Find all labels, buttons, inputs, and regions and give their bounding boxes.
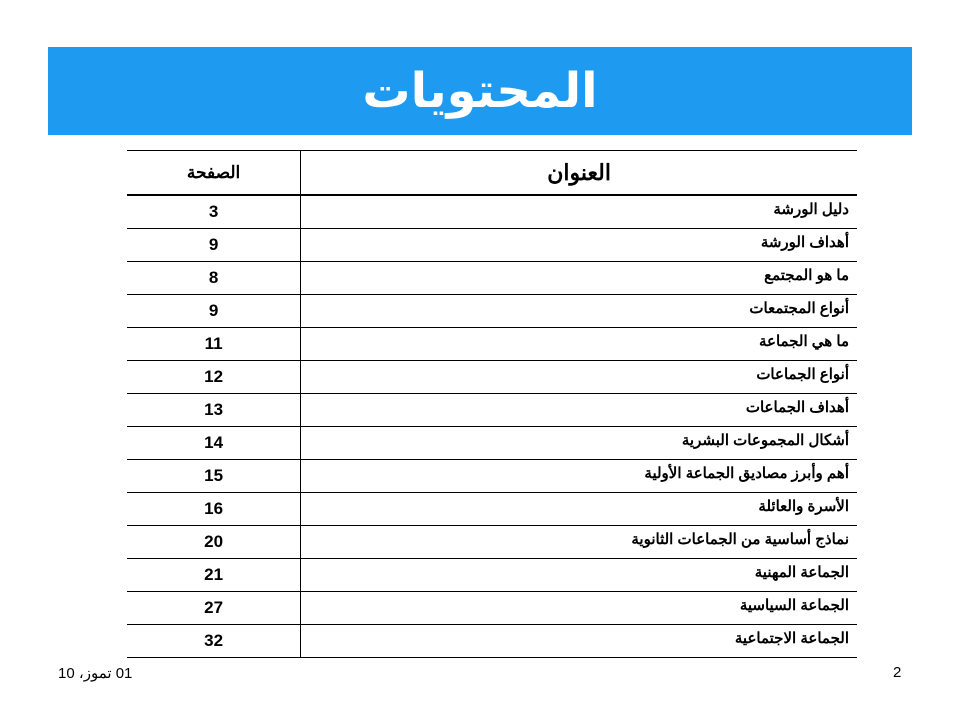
row-page: 11	[127, 328, 301, 361]
row-title: أهم وأبرز مصاديق الجماعة الأولية	[644, 465, 849, 482]
table-row	[127, 361, 857, 394]
row-title: الجماعة المهنية	[754, 564, 849, 581]
row-title: أهداف الورشة	[760, 234, 849, 251]
table-row	[127, 592, 857, 625]
header-title: العنوان	[301, 151, 857, 196]
row-page: 13	[127, 394, 301, 427]
slide-title: المحتويات	[362, 63, 598, 119]
table-header-row	[127, 151, 857, 196]
row-title: الجماعة الاجتماعية	[734, 630, 849, 647]
row-title: الأسرة والعائلة	[758, 498, 849, 515]
row-page: 20	[127, 526, 301, 559]
row-page: 16	[127, 493, 301, 526]
table-row	[127, 427, 857, 460]
title-banner	[48, 47, 912, 135]
table-row	[127, 394, 857, 427]
row-title: دليل الورشة	[773, 201, 849, 218]
table-row	[127, 229, 857, 262]
footer-date: 01 تموز، 10	[58, 665, 133, 682]
table-row	[127, 526, 857, 559]
row-title: أهداف الجماعات	[745, 399, 849, 416]
row-page: 14	[127, 427, 301, 460]
row-title: الجماعة السياسية	[739, 597, 849, 614]
header-page: الصفحة	[127, 151, 301, 196]
slide-number: 2	[893, 664, 902, 681]
row-page: 8	[127, 262, 301, 295]
row-page: 9	[127, 295, 301, 328]
contents-table	[127, 150, 857, 658]
row-page: 12	[127, 361, 301, 394]
table-row	[127, 295, 857, 328]
table-row	[127, 559, 857, 592]
row-page: 3	[127, 195, 301, 229]
row-title: نماذج أساسية من الجماعات الثانوية	[631, 531, 849, 548]
row-title: أنواع الجماعات	[756, 366, 849, 383]
table-row	[127, 195, 857, 229]
row-title: أنواع المجتمعات	[749, 300, 849, 317]
row-page: 9	[127, 229, 301, 262]
row-page: 27	[127, 592, 301, 625]
row-page: 32	[127, 625, 301, 658]
table-row	[127, 262, 857, 295]
table-row	[127, 625, 857, 658]
row-page: 21	[127, 559, 301, 592]
row-title: ما هي الجماعة	[758, 333, 849, 350]
row-title: ما هو المجتمع	[764, 267, 849, 284]
row-page: 15	[127, 460, 301, 493]
table-row	[127, 328, 857, 361]
table-row	[127, 460, 857, 493]
row-title: أشكال المجموعات البشرية	[681, 432, 849, 449]
table-row	[127, 493, 857, 526]
